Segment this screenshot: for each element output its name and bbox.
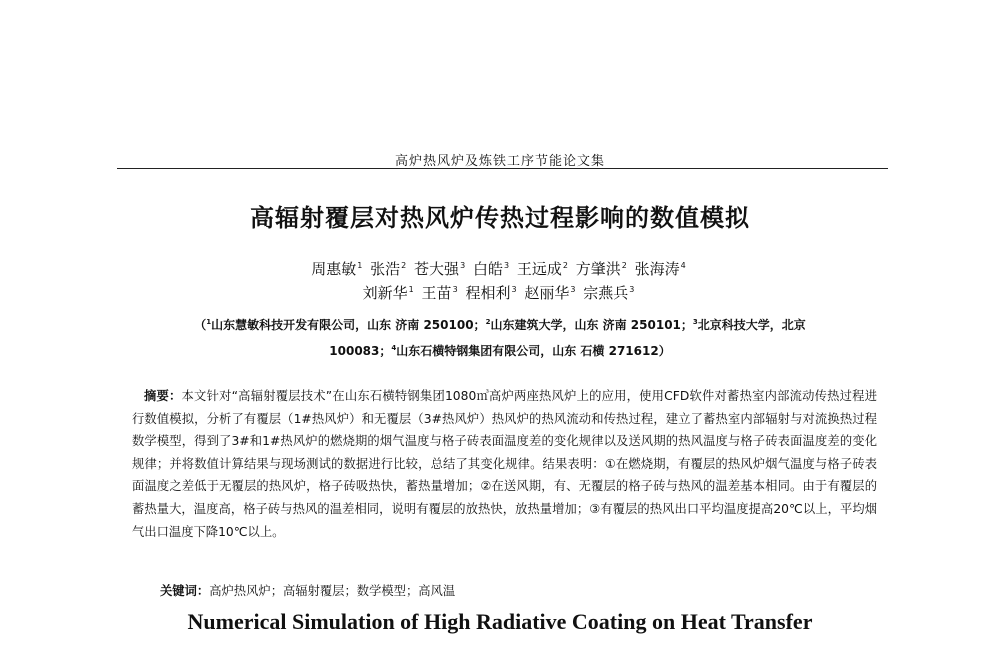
abstract-label: 摘要： [144, 389, 182, 403]
keywords-label: 关键词： [160, 584, 210, 598]
author-name: 宗燕兵 [583, 284, 629, 302]
author-sup: 3 [503, 261, 510, 270]
affiliation-sup: 3 [692, 318, 698, 326]
affiliation-sup: 2 [485, 318, 491, 326]
author-sup: 2 [401, 261, 407, 270]
affiliation-postcode: 100083； [329, 344, 392, 358]
author-sup: 3 [511, 285, 517, 294]
author-name: 方肇洪 [575, 260, 621, 278]
author-sup: 3 [570, 285, 576, 294]
author-name: 刘新华 [362, 284, 408, 302]
author-name: 王远成 [516, 260, 562, 278]
author-sup: 2 [621, 261, 627, 270]
abstract-text: 本文针对“高辐射覆层技术”在山东石横特钢集团1080㎥高炉两座热风炉上的应用，使用CFD软件对蓄热室内部流动传热过程进行数值模拟，分析了有覆层（1#热风炉）和无覆层（3#热风炉）热风炉的热风流动和传热过程，建立了蓄热室内部辐射与对流换热过程数学模型，得到了3#和1#热风炉的燃烧期的烟气温度与格子砖表面温度差的变化规律以及送风期的热风温度与格子砖表面温度差的变化规律；并将数值计算结果与现场测试的数据进行比较，总结了其变化规律。结果表明：①在燃烧期，有覆层的热风炉烟气温度与格子砖表面温度之差低于无覆层的热风炉，格子砖吸热快，蓄热量增加；②在送风期，有、无覆层的格子砖与热风的温差基本相同。由于有覆层的蓄热量大，温度高，格子砖与热风的温差相同，说明有覆层的放热快，放热量增加；③有覆层的热风出口平均温度提高20℃以上，平均烟气出口温度下降10℃以上。 [132, 389, 877, 539]
affiliation-sup: 1 [206, 318, 212, 326]
author-sup: 4 [680, 261, 686, 270]
affiliation-text: 山东石横特钢集团有限公司，山东 石横 271612） [396, 344, 671, 358]
paper-title-en: Numerical Simulation of High Radiative Coating on Heat Transfer [187, 609, 813, 634]
keywords-text: 高炉热风炉；高辐射覆层；数学模型；高风温 [209, 584, 456, 598]
paper-title-cn: 高辐射覆层对热风炉传热过程影响的数值模拟 [250, 204, 750, 232]
author-line-1 [0, 258, 1000, 279]
author-name: 白皓 [472, 260, 503, 278]
author-name: 张浩 [370, 260, 401, 278]
author-line-2 [0, 282, 1000, 303]
author-sup: 3 [452, 285, 458, 294]
author-sup: 3 [629, 285, 635, 294]
affiliation-line-2 [0, 342, 1000, 359]
abstract [132, 385, 877, 543]
author-name: 苍大强 [414, 260, 460, 278]
author-name: 程相利 [465, 284, 511, 302]
author-sup: 1 [357, 261, 363, 270]
running-header: 高炉热风炉及炼铁工序节能论文集 [394, 154, 605, 169]
affiliation-open-paren: （ [194, 318, 207, 332]
author-sup: 1 [408, 285, 414, 294]
author-name: 张海涛 [634, 260, 680, 278]
author-sup: 2 [562, 261, 568, 270]
affiliation-text: 山东建筑大学，山东 济南 250101； [490, 318, 693, 332]
author-name: 周惠敏 [311, 260, 357, 278]
affiliation-text: 北京科技大学，北京 [697, 318, 806, 332]
author-sup: 3 [460, 261, 466, 270]
header-rule [117, 168, 888, 169]
author-name: 王苗 [421, 284, 452, 302]
author-name: 赵丽华 [524, 284, 570, 302]
affiliation-line-1 [0, 316, 1000, 333]
affiliation-text: 山东慧敏科技开发有限公司，山东 济南 250100； [211, 318, 486, 332]
keywords [160, 581, 455, 599]
affiliation-sup: 4 [391, 344, 397, 352]
